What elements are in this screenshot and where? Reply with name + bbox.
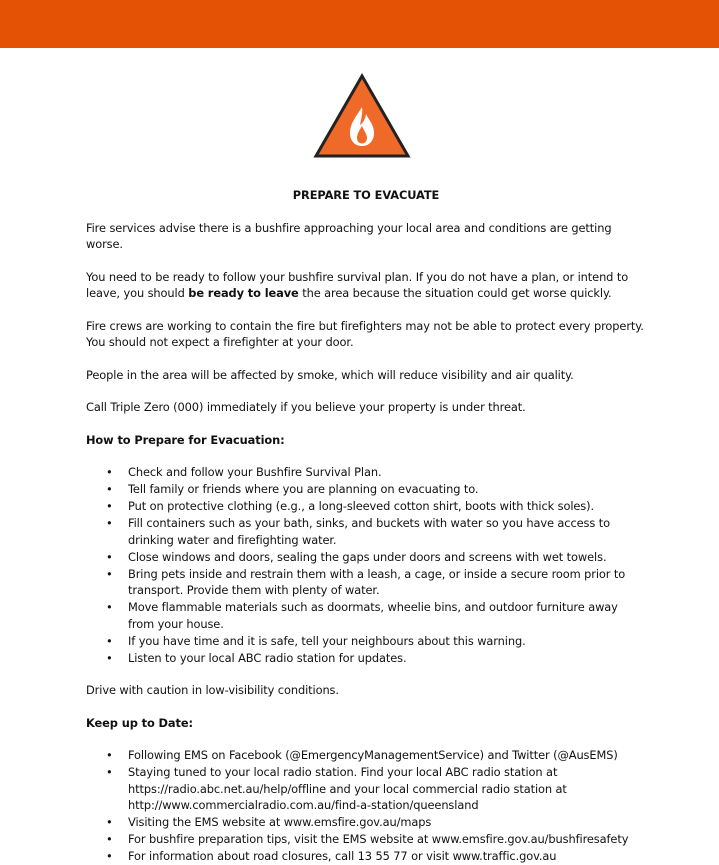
prepare-heading: How to Prepare for Evacuation: — [86, 432, 285, 447]
list-item: • Bring pets inside and restrain them with a leash, a cage, or inside a secure room prior to transport. Provide them with plenty of water. — [128, 566, 646, 599]
list-item: • Move flammable materials such as doormats, wheelie bins, and outdoor furniture away from your house. — [128, 599, 646, 632]
advice-paragraph-2-text-b: the area because the situation could get worse quickly. — [298, 286, 612, 300]
list-item: • For bushfire preparation tips, visit the EMS website at www.emsfire.gov.au/bushfiresafety — [128, 831, 646, 848]
list-item: • Listen to your local ABC radio station for updates. — [128, 650, 646, 667]
advice-paragraph-2-text-a: You need to be ready to follow your bushfire survival plan. If you do not have a plan, or intend to leave, you should — [86, 269, 629, 300]
keep-up-list — [86, 747, 646, 865]
advice-paragraph-3: Fire crews are working to contain the fire but firefighters may not be able to protect every property. You should not expect a firefighter at your door. — [86, 318, 644, 349]
notice-document — [86, 187, 646, 865]
list-item: • Staying tuned to your local radio station. Find your local ABC radio station at https://radio.abc.net.au/help/offline and your local commercial radio station at http://www.commercialradio.com.au/find-a-station/queensland — [128, 764, 646, 814]
prepare-list — [86, 464, 646, 666]
advice-paragraph-1: Fire services advise there is a bushfire approaching your local area and conditions are getting worse. — [86, 220, 612, 251]
list-item: • Fill containers such as your bath, sinks, and buckets with water so you have access to drinking water and firefighting water. — [128, 515, 646, 548]
list-item: • Following EMS on Facebook (@EmergencyManagementService) and Twitter (@AusEMS) — [128, 747, 646, 764]
advice-paragraph-5: Call Triple Zero (000) immediately if you believe your property is under threat. — [86, 400, 526, 414]
advice-paragraph-2-emphasis: be ready to leave — [188, 286, 299, 300]
header-bar — [0, 0, 719, 48]
advice-paragraph-2 — [86, 269, 646, 302]
list-item: • Tell family or friends where you are planning on evacuating to. — [128, 481, 646, 498]
list-item: • Visiting the EMS website at www.emsfire.gov.au/maps — [128, 814, 646, 831]
page-title: PREPARE TO EVACUATE — [292, 188, 440, 202]
list-item: • Put on protective clothing (e.g., a long-sleeved cotton shirt, boots with thick soles). — [128, 498, 646, 515]
list-item: • Check and follow your Bushfire Survival Plan. — [128, 464, 646, 481]
list-item: • Close windows and doors, sealing the gaps under doors and screens with wet towels. — [128, 549, 646, 566]
advice-paragraph-4: People in the area will be affected by smoke, which will reduce visibility and air quality. — [86, 367, 574, 382]
fire-warning-triangle-icon — [313, 73, 411, 159]
drive-note: Drive with caution in low-visibility conditions. — [86, 683, 339, 697]
list-item: • If you have time and it is safe, tell your neighbours about this warning. — [128, 633, 646, 650]
list-item: • For information about road closures, call 13 55 77 or visit www.traffic.gov.au — [128, 848, 646, 865]
keep-up-heading: Keep up to Date: — [86, 715, 193, 730]
